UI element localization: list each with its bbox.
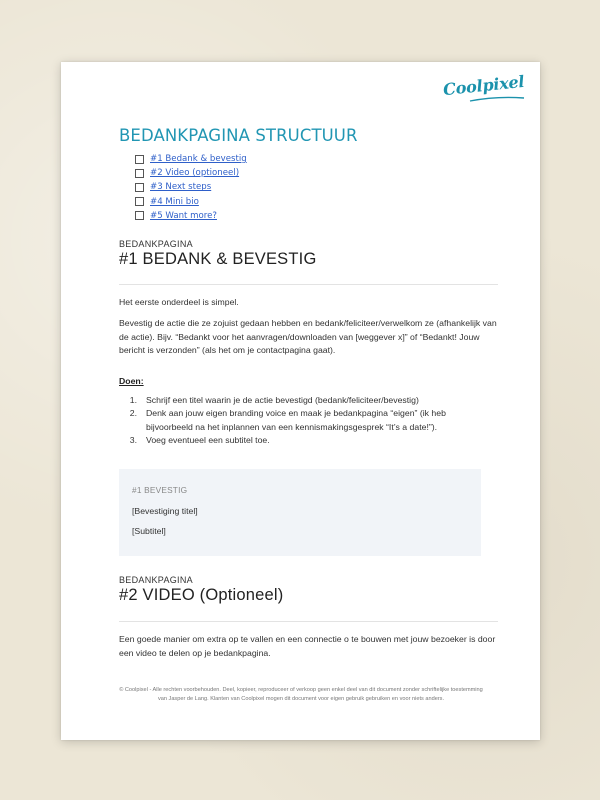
section2-body: Een goede manier om extra op te vallen en een connectie o te bouwen met jouw bezoeker is door een video te delen op je bedankpagina. xyxy=(119,634,496,658)
toc-link-want-more[interactable]: #5 Want more? xyxy=(150,210,217,221)
step-text: Voeg eventueel een subtitel toe. xyxy=(146,434,270,445)
section2-divider xyxy=(119,621,498,622)
document-page xyxy=(61,62,540,740)
page-title: BEDANKPAGINA STRUCTUUR xyxy=(119,126,358,145)
toc-item xyxy=(135,166,247,180)
callout-line-title: [Bevestiging titel] xyxy=(132,506,198,516)
step-text: Schrijf een titel waarin je de actie bevestigd (bedank/feliciteer/bevestig) xyxy=(146,395,419,405)
step-number: 2. xyxy=(129,408,137,419)
step-number: 3. xyxy=(129,434,137,445)
step-text: Denk aan jouw eigen branding voice en maak je bedankpagina “eigen” (ik heb bijvoorbeeld na het inplannen van een kennismakingsgesprek “It’s a date!”). xyxy=(146,408,446,432)
list-item xyxy=(119,407,489,434)
list-item xyxy=(119,394,489,407)
checkbox-icon[interactable] xyxy=(135,169,144,178)
section1-divider xyxy=(119,284,498,285)
toc-link-bedank[interactable]: #1 Bedank & bevestig xyxy=(150,154,247,165)
doen-label: Doen: xyxy=(119,376,144,386)
section2-heading: #2 VIDEO (Optioneel) xyxy=(119,586,284,604)
section1-body: Bevestig de actie die ze zojuist gedaan hebben en bedank/feliciteer/verwelkom ze (afhankelijk van de actie). Bijv. “Bedankt voor het aanvragen/downloaden van [weggever x]” of “Bedankt! Jouw bericht is verzonden” (als het om je contactpagina gaat). xyxy=(119,318,497,355)
coolpixel-logo: Coolpixel xyxy=(441,71,525,100)
checkbox-icon[interactable] xyxy=(135,211,144,220)
toc-link-video[interactable]: #2 Video (optioneel) xyxy=(150,168,240,179)
callout-line-subtitle: [Subtitel] xyxy=(132,526,166,536)
logo-swoosh-icon xyxy=(468,96,526,102)
toc-item xyxy=(135,195,247,209)
table-of-contents xyxy=(135,152,247,223)
section1-kicker: BEDANKPAGINA xyxy=(119,239,193,249)
copyright-footer: © Coolpixel - Alle rechten voorbehouden. Deel, kopieer, reproduceer of verkoop geen enkel deel van dit document zonder schriftelijke toestemming van Jasper de Lang. Klanten van Coolpixel mogen dit document voor eigen gebruik gebruiken en voor niets anders. xyxy=(119,687,483,702)
step-number: 1. xyxy=(129,395,137,405)
checkbox-icon[interactable] xyxy=(135,197,144,206)
list-item xyxy=(119,434,489,447)
section2-kicker: BEDANKPAGINA xyxy=(119,575,193,585)
toc-item xyxy=(135,209,247,223)
checkbox-icon[interactable] xyxy=(135,183,144,192)
toc-link-mini-bio[interactable]: #4 Mini bio xyxy=(150,196,199,207)
toc-link-next-steps[interactable]: #3 Next steps xyxy=(150,182,212,193)
steps-list xyxy=(119,394,489,447)
callout-label: #1 BEVESTIG xyxy=(132,485,188,495)
toc-item xyxy=(135,152,247,166)
section1-intro: Het eerste onderdeel is simpel. xyxy=(119,297,239,307)
checkbox-icon[interactable] xyxy=(135,155,144,164)
section1-heading: #1 BEDANK & BEVESTIG xyxy=(119,250,317,268)
toc-item xyxy=(135,180,247,194)
template-callout xyxy=(119,469,481,556)
